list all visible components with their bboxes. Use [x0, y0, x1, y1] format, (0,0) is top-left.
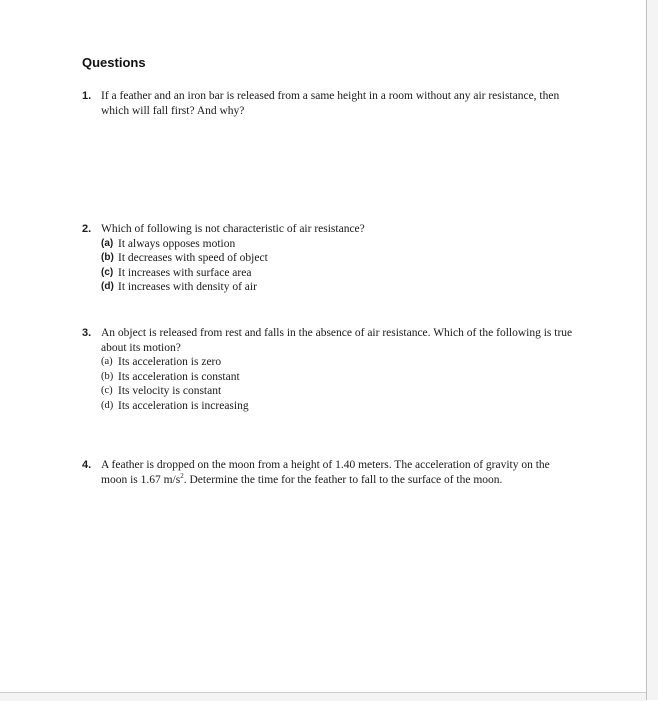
answer-option: [101, 280, 582, 295]
question-text: Which of following is not characteristic of air resistance?: [101, 223, 365, 235]
answer-option: [101, 384, 582, 399]
option-label: (b): [101, 370, 114, 382]
answer-options: [101, 355, 582, 413]
question-text: If a feather and an iron bar is released from a same height in a room without any air resistance, then which will fall first? And why?: [101, 90, 560, 117]
question-number: 4.: [82, 459, 92, 471]
option-text: It decreases with speed of object: [118, 252, 268, 264]
question-text: An object is released from rest and falls in the absence of air resistance. Which of the following is true about its motion?: [101, 327, 573, 354]
option-label: (d): [101, 281, 114, 292]
answer-option: [101, 370, 582, 385]
page-edge-right: [646, 0, 658, 700]
option-label: (c): [101, 266, 114, 278]
question-text: A feather is dropped on the moon from a height of 1.40 meters. The acceleration of gravity on the moon is 1.67 $m/s^2$. Determine the time for the feather to fall to the surface of the moon.: [101, 459, 550, 486]
question-1: [82, 89, 582, 118]
question-2: [82, 222, 582, 295]
option-label: (b): [101, 252, 114, 263]
option-text: It increases with surface area: [118, 266, 252, 279]
option-label: (d): [101, 399, 114, 411]
option-text: Its acceleration is constant: [118, 370, 240, 383]
option-text: Its acceleration is increasing: [118, 399, 249, 412]
question-4: [82, 458, 572, 487]
answer-option: [101, 237, 582, 252]
question-number: 1.: [82, 90, 92, 102]
answer-option: [101, 266, 582, 281]
option-text: It increases with density of air: [118, 281, 257, 293]
option-text: It always opposes motion: [118, 237, 236, 250]
answer-option: [101, 399, 582, 414]
option-text: Its acceleration is zero: [118, 356, 222, 368]
option-label: (c): [101, 385, 113, 396]
answer-options: [101, 237, 582, 295]
option-label: (a): [101, 237, 114, 249]
question-3: [82, 326, 582, 413]
superscript: 2: [180, 471, 184, 480]
answer-option: [101, 355, 582, 370]
option-text: Its velocity is constant: [118, 385, 222, 397]
option-label: (a): [101, 356, 113, 367]
answer-option: [101, 251, 582, 266]
question-number: 3.: [82, 327, 92, 339]
page-title: Questions: [82, 55, 146, 70]
question-number: 2.: [82, 223, 92, 235]
